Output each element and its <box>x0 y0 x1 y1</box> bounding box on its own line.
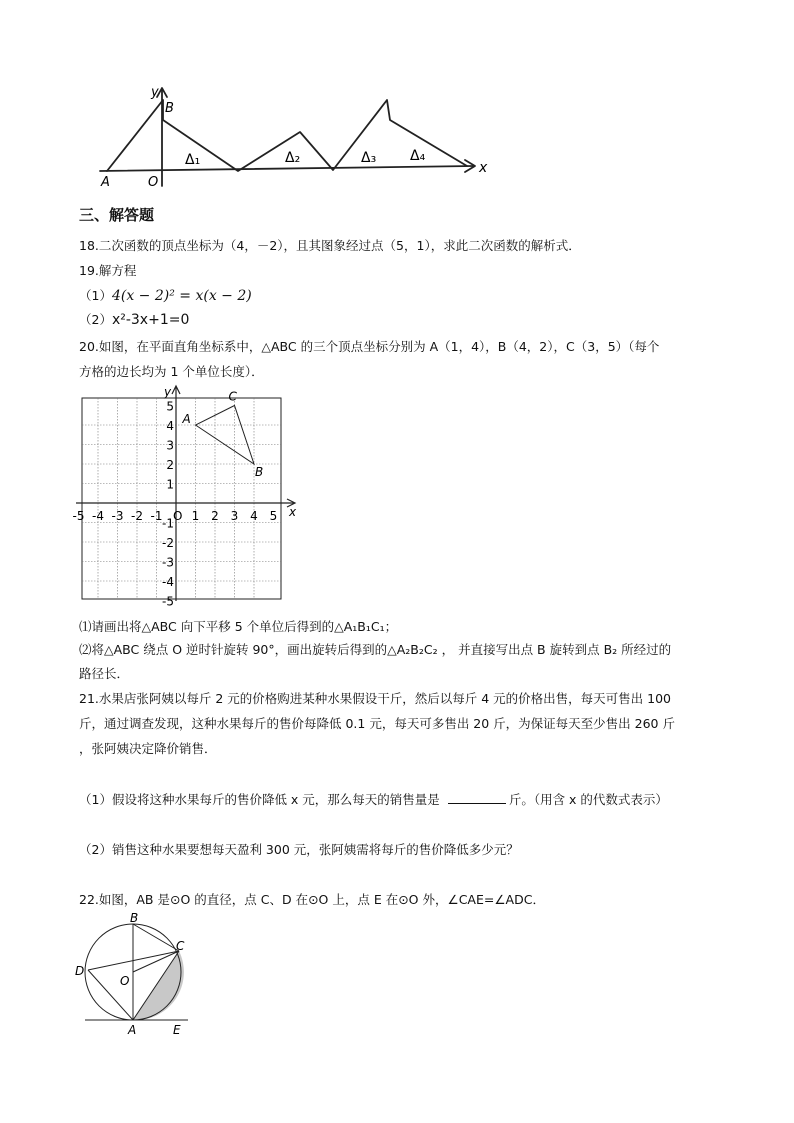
x-tick-label: 2 <box>211 509 219 523</box>
label-o: O <box>120 974 130 988</box>
q19-part1 <box>79 288 252 304</box>
y-tick-label: -1 <box>162 516 174 531</box>
triangle-abc <box>196 406 255 465</box>
q21-line2: 斤，通过调查发现，这种水果每斤的售价每降低 0.1 元，每天可多售出 20 斤，为保证每天至少售出 260 斤 <box>79 716 675 731</box>
x-tick-label: -2 <box>131 509 143 523</box>
label-delta4: Δ₄ <box>410 148 426 164</box>
y-tick-label: 3 <box>166 438 174 453</box>
x-tick-label: -1 <box>150 509 163 523</box>
label-c: C <box>176 939 185 953</box>
origin-label: O <box>173 509 183 523</box>
answer-blank <box>448 791 506 804</box>
y-tick-label: -5 <box>162 594 174 609</box>
q20-sub1: ⑴请画出将△ABC 向下平移 5 个单位后得到的△A₁B₁C₁； <box>79 619 398 634</box>
q22-text: 22.如图，AB 是⊙O 的直径，点 C、D 在⊙O 上，点 E 在⊙O 外，∠CAE=∠ADC． <box>79 892 545 907</box>
q21-line1: 21.水果店张阿姨以每斤 2 元的价格购进某种水果假设干斤，然后以每斤 4 元的价格出售，每天可售出 100 <box>79 691 672 706</box>
label-d: D <box>75 964 85 978</box>
label-e: E <box>173 1023 181 1037</box>
section-title: 三、解答题 <box>79 206 155 224</box>
q21-sub1 <box>79 791 668 808</box>
q21-sub1-after: 斤。（用含 x 的代数式表示） <box>508 792 668 807</box>
q21-line3: ，张阿姨决定降价销售． <box>79 741 217 756</box>
axis-label-y: y <box>164 385 172 399</box>
q20-sub2-line2: 路径长． <box>79 666 130 681</box>
q21-sub1-before: （1）假设将这种水果每斤的售价降低 x 元，那么每天的销售量是 <box>79 792 440 807</box>
point-label-c: C <box>228 389 237 404</box>
q19-part2 <box>79 312 189 328</box>
circle-figure <box>70 912 200 1038</box>
y-tick-label: 1 <box>166 477 174 492</box>
y-tick-label: 4 <box>166 419 174 433</box>
x-tick-label: 3 <box>230 509 239 523</box>
q20-sub2-line1: ⑵将△ABC 绕点 O 逆时针旋转 90°，画出旋转后得到的△A₂B₂C₂ ， 并直接写出点 B 旋转到点 B₂ 所经过的 <box>79 642 672 657</box>
x-tick-label: -5 <box>72 509 85 523</box>
grid-border <box>82 398 281 599</box>
q20-line1: 20.如图，在平面直角坐标系中，△ABC 的三个顶点坐标分别为 A（1，4），B（4，2），C（3，5）（每个 <box>79 339 660 354</box>
q19-part2-equation: x²-3x+1=0 <box>111 312 190 328</box>
y-tick-label: -3 <box>162 555 174 570</box>
triangles-figure <box>95 82 505 192</box>
y-tick-label: -2 <box>162 536 174 550</box>
x-tick-label: 4 <box>250 509 258 523</box>
y-tick-label: 2 <box>166 458 174 472</box>
q18-text: 18.二次函数的顶点坐标为（4，－2），且其图象经过点（5，1），求此二次函数的解析式． <box>79 238 581 253</box>
q19-title: 19.解方程 <box>79 263 137 278</box>
q19-part2-label: （2） <box>79 312 112 327</box>
x-tick-label: 1 <box>191 509 200 523</box>
x-tick-label: -3 <box>111 509 124 523</box>
label-y: y <box>151 85 159 100</box>
label-x: x <box>479 160 488 176</box>
q19-part1-equation: 4(x − 2)² = x(x − 2) <box>111 288 252 304</box>
q19-part1-label: （1） <box>79 288 112 303</box>
y-tick-label: 5 <box>166 399 174 414</box>
label-b: B <box>130 911 139 925</box>
axis-label-x: x <box>289 505 297 519</box>
x-axis-line <box>100 166 473 171</box>
label-delta2: Δ₂ <box>285 150 301 166</box>
q20-line2: 方格的边长均为 1 个单位长度）． <box>79 364 264 379</box>
label-delta3: Δ₃ <box>361 150 377 166</box>
point-label-a: A <box>182 412 191 426</box>
chord-bc <box>133 924 179 951</box>
q21-sub2: （2）销售这种水果要想每天盈利 300 元，张阿姨需将每斤的售价降低多少元？ <box>79 842 519 857</box>
coordinate-grid <box>72 385 306 610</box>
x-tick-label: 5 <box>269 509 278 523</box>
shaded-segment <box>133 951 184 1020</box>
label-a: A <box>128 1023 137 1037</box>
y-tick-label: -4 <box>162 575 174 589</box>
label-b: B <box>165 101 174 116</box>
label-delta1: Δ₁ <box>185 152 201 168</box>
label-a: A <box>101 175 110 190</box>
x-tick-label: -4 <box>92 509 104 523</box>
point-label-b: B <box>255 465 264 479</box>
label-o: O <box>148 175 159 190</box>
